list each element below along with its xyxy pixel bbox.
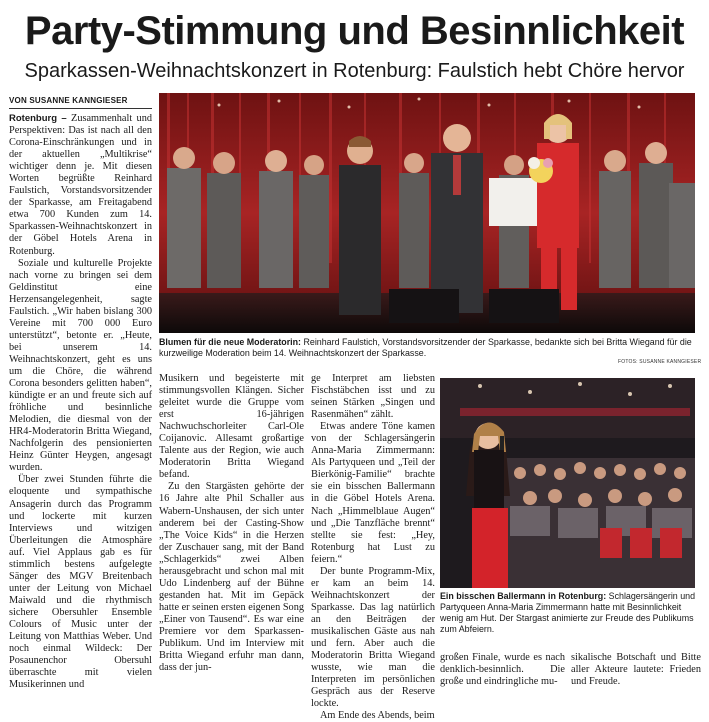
article-column-3 xyxy=(311,373,435,722)
dateline: Rotenburg – xyxy=(9,113,67,124)
singer-photo xyxy=(440,378,695,588)
singer-photo-image xyxy=(440,378,695,588)
article-paragraph: Soziale und kulturelle Projekte nach vorne zu bringen sei dem Geldinstitut eine Herzensangelegenheit, sagte Faulstich. „Wir haben bislang 300 Vereine mit 700 000 Euro unterstützt“, betonte er. „Heute, bei unserem 14. Weihnachtskonzert, geht es uns um die Chöre, die während Corona besonders gelitten haben“, kündigte er an und freute sich auf fröhliche und besinnliche Melodien, die diesmal von der HR4-Moderatorin Britta Wiegand, Nachfolgerin des pensionierten Heinz Günter Heygen, angesagt wurden. xyxy=(9,257,152,474)
article-column-5 xyxy=(571,652,701,688)
caption-lead: Ein bisschen Ballermann in Rotenburg: xyxy=(440,591,607,601)
article-paragraph: Musikern und begeisterte mit stimmungsvollen Klängen. Sicher geleitet wurde die Gruppe vom erst 16-jährigen Nachwuchschorleiter Carl-Ole Coijanovic. Allesamt großartige Talente aus der Region, wie auch Moderatorin Britta Wiegand befand. xyxy=(159,373,304,481)
article-paragraph: Etwas andere Töne kamen von der Schlagersängerin Anna-Maria Zimmermann: Als Partyqueen und „Teil der Bierkönig-Familie“ brachte sie ein bisschen Ballermann in die Göbel Hotels Arena. Nach „Himmelblaue Augen“ und „Die Tanzfläche brennt“ stellte sie fest: „Hey, Rotenburg hat Lust zu feiern.“ xyxy=(311,421,435,565)
caption-lead: Blumen für die neue Moderatorin: xyxy=(159,337,302,347)
article-paragraph: großen Finale, wurde es nach denklich-besinnlich. Die große und eindringliche mu- xyxy=(440,652,565,688)
subheadline: Sparkassen-Weihnachtskonzert in Rotenburg: Faulstich hebt Chöre hervor xyxy=(24,60,685,82)
article-column-1 xyxy=(9,113,152,691)
caption-text: Reinhard Faulstich, Vorstandsvorsitzender der Sparkasse, bedankte sich bei Britta Wiegand für die kurzweilige Moderation beim 14. Weihnachtskonzert der Sparkasse. xyxy=(159,337,692,358)
stage-photo xyxy=(159,93,695,333)
article-paragraph: Rotenburg – Zusammenhalt und Perspektiven: Das ist nach all den Corona-Einschränkungen und in der aktuellen „Multikrise“ wichtiger denn je. Mit diesen Worten begrüßte Reinhard Faulstich, Vorstandsvorsitzender der Sparkasse, am Freitagabend etwa 700 Kunden zum 14. Sparkassen-Weihnachtskonzert in der Göbel Hotels Arena in Rotenburg. xyxy=(9,113,152,257)
byline: VON SUSANNE KANNGIESER xyxy=(9,96,128,105)
article-column-4 xyxy=(440,652,565,688)
article-paragraph: Am Ende des Abends, beim xyxy=(320,710,435,722)
article-paragraph: Der bunte Programm-Mix, er kam an beim 14. Weihnachtskonzert der Sparkasse. Das lag natürlich an den Beiträgen der musikalischen Gäste aus nah und fern. Aber auch die Moderatorin Britta Wiegand wusste, wie man die Interpreten im persönlichen Gespräch aus der Reserve lockte. xyxy=(311,565,435,710)
article-paragraph: ge Interpret am liebsten Fischstäbchen isst und zu seinen Stärken „Singen und Rasenmähen“ zählt. xyxy=(311,373,435,421)
article-paragraph: sikalische Botschaft und Bitte aller Akteure lautete: Frieden und Freude. xyxy=(571,652,701,688)
photo-credit: FOTOS: SUSANNE KANNGIESER xyxy=(618,359,702,365)
stage-photo-image xyxy=(159,93,695,333)
singer-photo-caption xyxy=(440,591,700,635)
headline: Party-Stimmung und Besinnlichkeit xyxy=(24,9,685,53)
stage-photo-caption xyxy=(159,337,695,359)
article-paragraph: Über zwei Stunden führte die eloquente und sympathische Ansagerin durch das Programm und lockerte mit kurzen Interviews und witzigen Überleitungen die Atmosphäre auf. Viel Applaus gab es für stimmlich bestens aufgelegte Sänger des MGV Breitenbach unter der Leitung von Michael Maiwald und die rhythmisch sichere Obersuhler Ensemble Colours of Music unter der Leitung von Matthias Weber. Und noch einmal Wildeck: Der Posaunenchor Obersuhl überraschte mit vielen Musikerinnen und xyxy=(9,474,152,691)
article-paragraph: Zu den Stargästen gehörte der 16 Jahre alte Phil Schaller aus Wabern-Unshausen, der sich unter anderem bei der Casting-Show „The Voice Kids“ in die Herzen der Zuschauer sang, mit der Band „Schlagerkids“ zwei Alben herausgebracht und schon mal mit Udo Lindenberg auf der Bühne gestanden hat. Mit im Gepäck hatte er seinen ersten eigenen Song „Einer von Tausend“. Es war eine Premiere vor dem Sparkassen-Publikum. Und im Interview mit Britta Wiegand erfuhr man dann, dass der jun- xyxy=(159,481,304,674)
byline-rule xyxy=(9,108,152,109)
article-column-2 xyxy=(159,373,304,674)
caption-text: Schlagersängerin und Partyqueen Anna-Maria Zimmermann hatte mit Besinnlichkeit wenig am Hut. Der Stargast animierte zur Freude des Publikums zum Abfeiern. xyxy=(440,591,696,634)
